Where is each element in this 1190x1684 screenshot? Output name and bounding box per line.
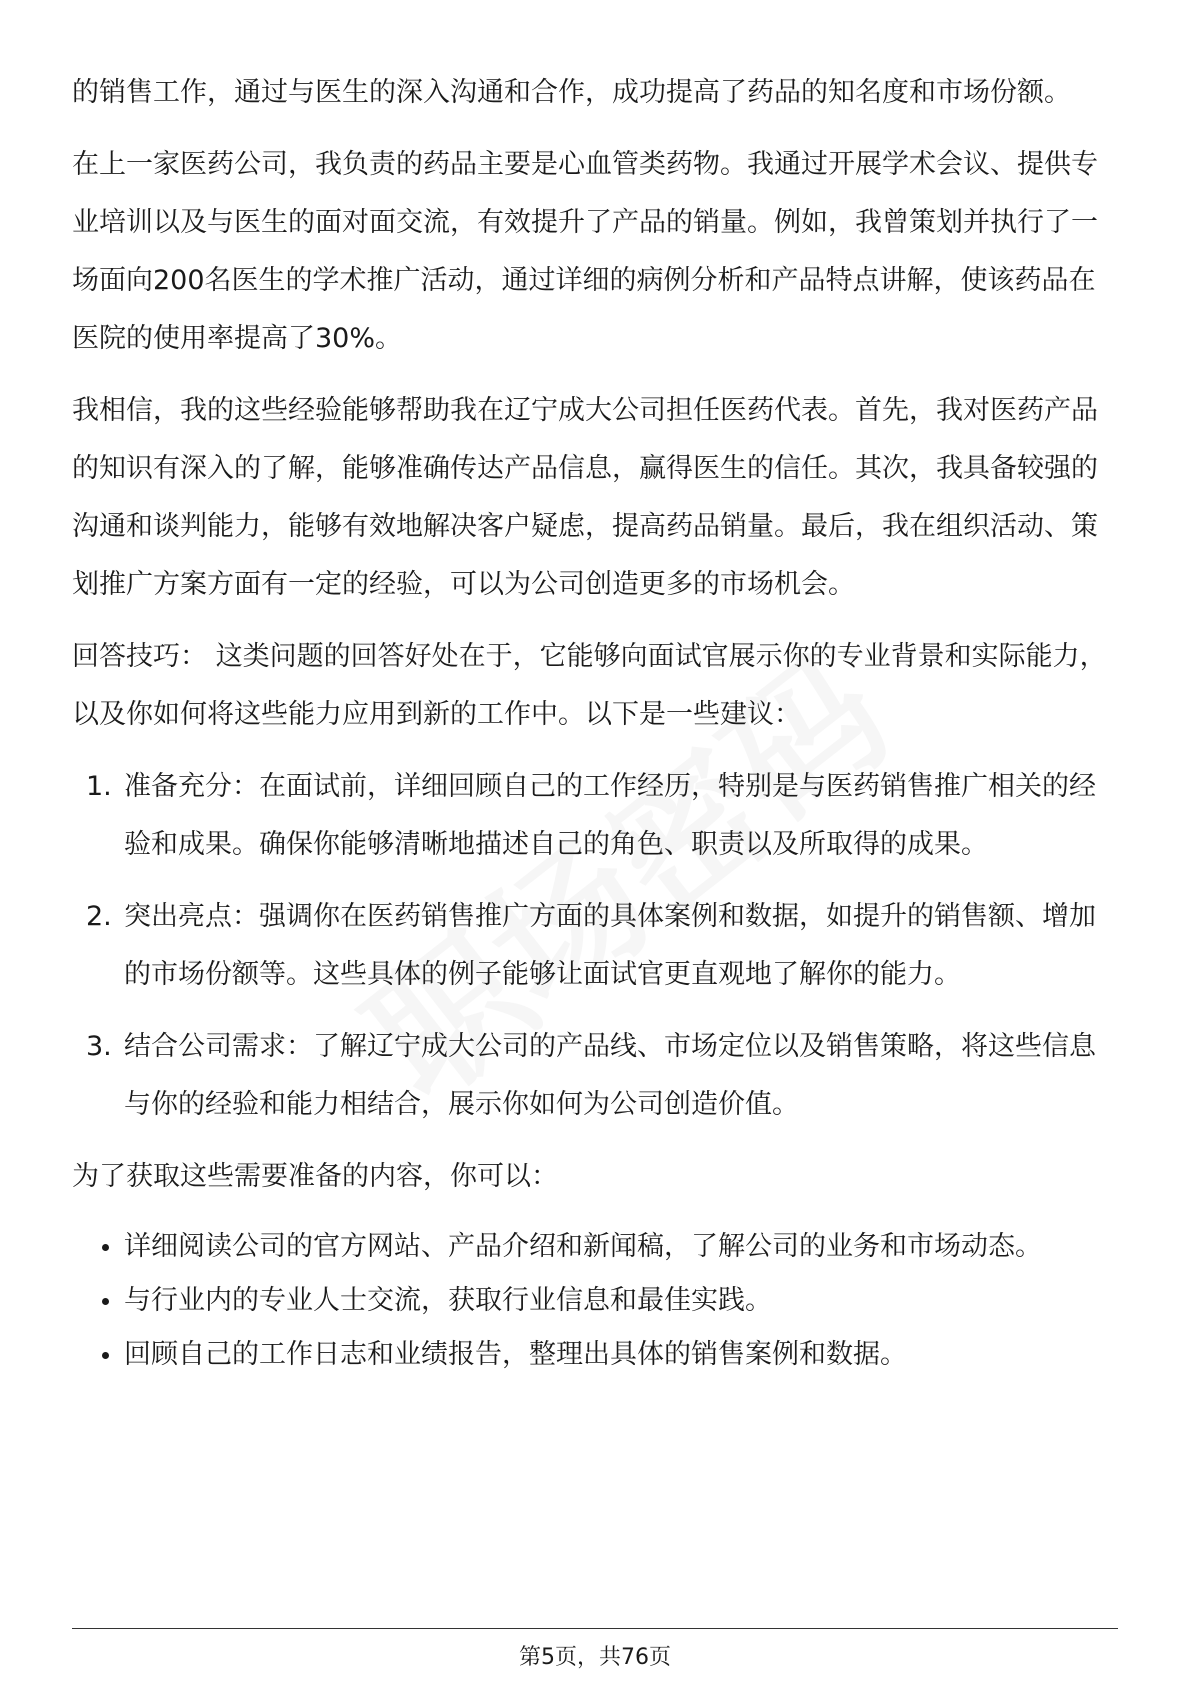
- paragraph-experience: 在上一家医药公司，我负责的药品主要是心血管类药物。我通过开展学术会议、提供专业培训以及与医生的面对面交流，有效提升了产品的销量。例如，我曾策划并执行了一场面向200名医生的学术推广活动，通过详细的病例分析和产品特点讲解，使该药品在医院的使用率提高了30%。: [72, 149, 1098, 354]
- tips-list: [72, 758, 1118, 1134]
- prep-item: [72, 1328, 1118, 1382]
- paragraph-answer-tips: 回答技巧： 这类问题的回答好处在于，它能够向面试官展示你的专业背景和实际能力，以及你如何将这些能力应用到新的工作中。以下是一些建议：: [72, 641, 1107, 730]
- tip-text: 准备充分：在面试前，详细回顾自己的工作经历，特别是与医药销售推广相关的经验和成果。确保你能够清晰地描述自己的角色、职责以及所取得的成果。: [124, 771, 1096, 860]
- tip-number: 1.: [86, 771, 112, 802]
- page-number: 第5页，共76页: [519, 1645, 671, 1670]
- tip-item: [72, 888, 1118, 1004]
- paragraph-continuation: 的销售工作，通过与医生的深入沟通和合作，成功提高了药品的知名度和市场份额。: [72, 77, 1071, 108]
- tip-text: 结合公司需求：了解辽宁成大公司的产品线、市场定位以及销售策略，将这些信息与你的经验和能力相结合，展示你如何为公司创造价值。: [124, 1031, 1096, 1120]
- page-content: [72, 64, 1118, 1382]
- footer-divider: [72, 1628, 1118, 1629]
- prep-item: [72, 1220, 1118, 1274]
- tip-number: 2.: [86, 901, 112, 932]
- paragraph-prep-intro: 为了获取这些需要准备的内容，你可以：: [72, 1161, 558, 1192]
- bullet-icon: [102, 1298, 109, 1305]
- prep-item: [72, 1274, 1118, 1328]
- prep-text: 回顾自己的工作日志和业绩报告，整理出具体的销售案例和数据。: [124, 1339, 907, 1370]
- bullet-icon: [102, 1244, 109, 1251]
- tip-item: [72, 1018, 1118, 1134]
- tip-text: 突出亮点：强调你在医药销售推广方面的具体案例和数据，如提升的销售额、增加的市场份额等。这些具体的例子能够让面试官更直观地了解你的能力。: [124, 901, 1096, 990]
- prep-text: 与行业内的专业人士交流，获取行业信息和最佳实践。: [124, 1285, 772, 1316]
- prep-text: 详细阅读公司的官方网站、产品介绍和新闻稿，了解公司的业务和市场动态。: [124, 1231, 1042, 1262]
- tip-item: [72, 758, 1118, 874]
- paragraph-qualification: 我相信，我的这些经验能够帮助我在辽宁成大公司担任医药代表。首先，我对医药产品的知识有深入的了解，能够准确传达产品信息，赢得医生的信任。其次，我具备较强的沟通和谈判能力，能够有效地解决客户疑虑，提高药品销量。最后，我在组织活动、策划推广方案方面有一定的经验，可以为公司创造更多的市场机会。: [72, 395, 1098, 600]
- tip-number: 3.: [86, 1031, 112, 1062]
- prep-list: [72, 1220, 1118, 1382]
- bullet-icon: [102, 1352, 109, 1359]
